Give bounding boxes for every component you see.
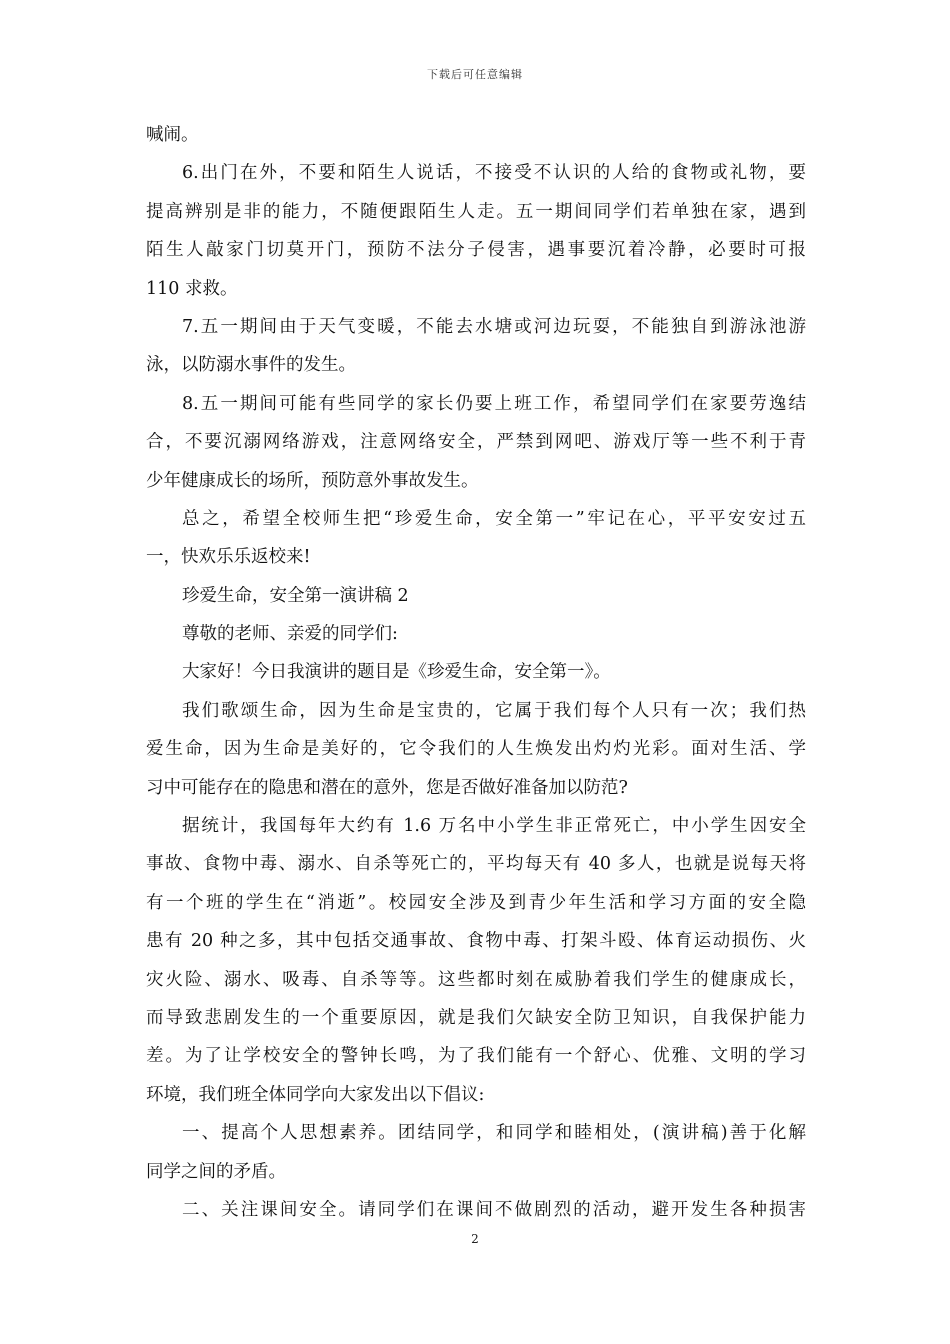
text-line: 合，不要沉溺网络游戏，注意网络安全，严禁到网吧、游戏厅等一些不利于青: [146, 432, 806, 453]
text-line: 少年健康成长的场所，预防意外事故发生。: [146, 470, 479, 491]
text-line: 爱生命，因为生命是美好的，它令我们的人生焕发出灼灼光彩。面对生活、学: [146, 739, 806, 760]
text-line: 习中可能存在的隐患和潜在的意外，您是否做好准备加以防范?: [146, 777, 628, 798]
body-text: [146, 116, 806, 1229]
text-line: 提高辨别是非的能力，不随便跟陌生人走。五一期间同学们若单独在家，遇到: [146, 201, 806, 222]
salutation: 尊敬的老师、亲爱的同学们:: [182, 624, 398, 645]
text-line: 同学之间的矛盾。: [146, 1161, 286, 1182]
page-header: 下载后可任意编辑: [427, 68, 523, 81]
text-line: 7.五一期间由于天气变暖，不能去水塘或河边玩耍，不能独自到游泳池游: [182, 316, 806, 337]
text-line: 6.出门在外，不要和陌生人说话，不接受不认识的人给的食物或礼物，要: [182, 163, 806, 184]
text-line: 而导致悲剧发生的一个重要原因，就是我们欠缺安全防卫知识，自我保护能力: [146, 1007, 806, 1028]
text-line: 患有 20 种之多，其中包括交通事故、食物中毒、打架斗殴、体育运动损伤、火: [146, 931, 806, 952]
text-line: 灾火险、溺水、吸毒、自杀等等。这些都时刻在威胁着我们学生的健康成长，: [146, 969, 806, 990]
text-line: 总之，希望全校师生把“珍爱生命，安全第一”牢记在心，平平安安过五: [182, 508, 806, 529]
text-line: 110 求救。: [146, 278, 238, 299]
section-title: 珍爱生命，安全第一演讲稿 2: [182, 585, 409, 606]
text-line: 陌生人敲家门切莫开门，预防不法分子侵害，遇事要沉着冷静，必要时可报: [146, 240, 806, 261]
text-line: 二、关注课间安全。请同学们在课间不做剧烈的活动，避开发生各种损害: [182, 1199, 806, 1220]
text-line: 我们歌颂生命，因为生命是宝贵的，它属于我们每个人只有一次；我们热: [182, 700, 806, 721]
text-line: 一，快欢乐乐返校来!: [146, 547, 311, 568]
text-line: 泳，以防溺水事件的发生。: [146, 355, 356, 376]
text-line: 一、提高个人思想素养。团结同学，和同学和睦相处，(演讲稿)善于化解: [182, 1123, 806, 1144]
text-line: 8.五一期间可能有些同学的家长仍要上班工作，希望同学们在家要劳逸结: [182, 393, 806, 414]
text-line: 据统计，我国每年大约有 1.6 万名中小学生非正常死亡，中小学生因安全: [182, 816, 806, 837]
text-line: 差。为了让学校安全的警钟长鸣，为了我们能有一个舒心、优雅、文明的学习: [146, 1046, 806, 1067]
text-line: 大家好！今日我演讲的题目是《珍爱生命，安全第一》。: [182, 662, 611, 683]
text-line: 事故、食物中毒、溺水、自杀等死亡的，平均每天有 40 多人，也就是说每天将: [146, 854, 806, 875]
text-line: 喊闹。: [146, 125, 199, 145]
page-number: 2: [471, 1232, 479, 1246]
text-line: 环境，我们班全体同学向大家发出以下倡议:: [146, 1084, 485, 1105]
text-line: 有一个班的学生在“消逝”。校园安全涉及到青少年生活和学习方面的安全隐: [146, 892, 806, 913]
